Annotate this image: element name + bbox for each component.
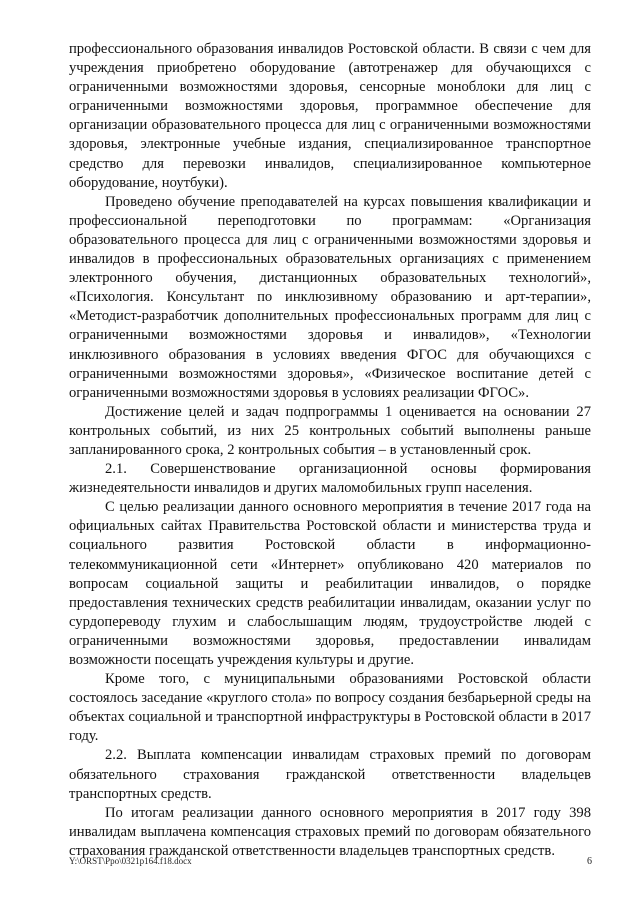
paragraph-equipment: профессионального образования инвалидов Ростовской области. В связи с чем для учреждения приобретено оборудование (автотренажер для обучающихся с ограниченными возможностями здоровья, сенсорные моноблоки для лиц с ограниченными возможностями здоровья, программное обеспечение для организации образовательного процесса для лиц с ограниченными возможностями здоровья, электронные учебные издания, специализированное транспортное средство для перевозки инвалидов, специализированное компьютерное оборудование, ноутбуки). <box>69 41 591 191</box>
document-body <box>69 40 591 861</box>
paragraph-control-events: Достижение целей и задач подпрограммы 1 оценивается на основании 27 контрольных событий, из них 25 контрольных событий выполнены раньше запланированного срока, 2 контрольных события – в установленный срок. <box>69 403 591 458</box>
paragraph-round-table: Кроме того, с муниципальными образованиями Ростовской области состоялось заседание «круглого стола» по вопросу создания безбарьерной среды на объектах социальной и транспортной инфраструктуры в Ростовской области в 2017 году. <box>69 671 591 745</box>
paragraph-teacher-training: Проведено обучение преподавателей на курсах повышения квалификации и профессиональной переподготовки по программам: «Организация образовательного процесса для лиц с ограниченными возможностями здоровья и инвалидов в профессиональных образовательных организациях с применением электронного обучения, дистанционных образовательных технологий», «Психология. Консультант по инклюзивному образованию и арт-терапии», «Методист-разработчик дополнительных профессиональных программ для лиц с ограниченными возможностями здоровья и инвалидов», «Технологии инклюзивного образования в условиях введения ФГОС для обучающихся с ограниченными возможностями здоровья», «Физическое воспитание детей с ограниченными возможностями здоровья в условиях реализации ФГОС». <box>69 193 591 401</box>
paragraph-online-materials: С целью реализации данного основного мероприятия в течение 2017 года на официальных сайтах Правительства Ростовской области и министерства труда и социального развития Ростовской области в информационно-телекоммуникационной сети «Интернет» опубликовано 420 материалов по вопросам социальной защиты и реабилитации инвалидов, о порядке предоставления технических средств реабилитации инвалидам, оказании услуг по сурдопереводу глухим и слабослышащим людям, трудоустройстве людей с ограниченными возможностями здоровья, предоставлении инвалидам возможности посещать учреждения культуры и другие. <box>69 499 591 668</box>
section-heading-2-1: 2.1. Совершенствование организационной основы формирования жизнедеятельности инвалидов и других маломобильных групп населения. <box>69 461 591 497</box>
page-number: 6 <box>587 856 592 867</box>
section-heading-2-2: 2.2. Выплата компенсации инвалидам страховых премий по договорам обязательного страхования гражданской ответственности владельцев транспортных средств. <box>69 747 591 802</box>
footer-file-path: Y:\ORST\Ppo\0321p164.f18.docx <box>69 856 192 866</box>
paragraph-compensation: По итогам реализации данного основного мероприятия в 2017 году 398 инвалидам выплачена компенсация страховых премий по договорам обязательного страхования гражданской ответственности владельцев транспортных средств. <box>69 804 591 859</box>
